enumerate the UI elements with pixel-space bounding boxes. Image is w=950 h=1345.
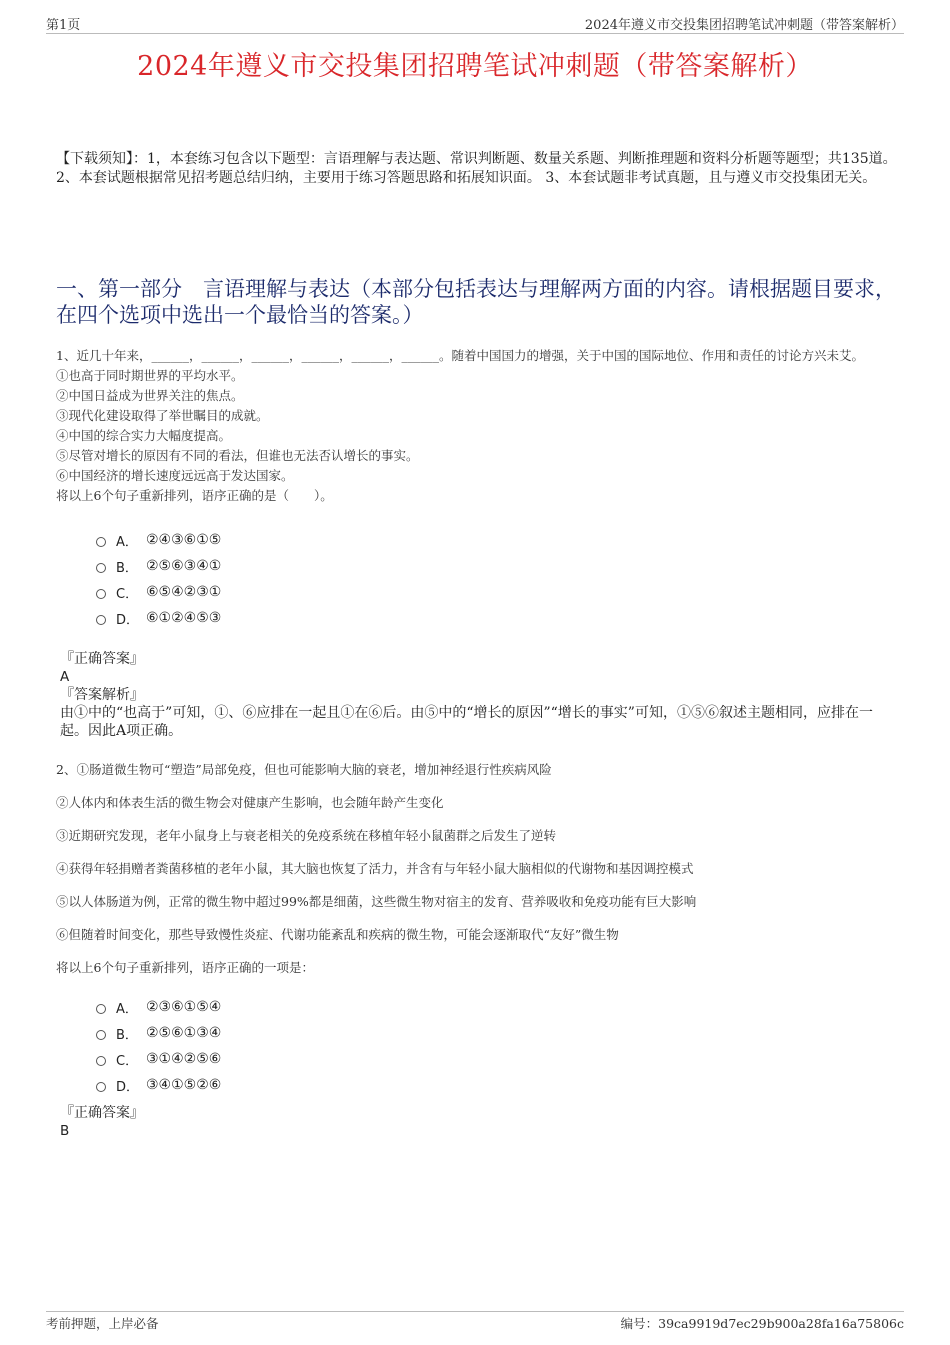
radio-icon[interactable] bbox=[96, 563, 106, 573]
document-title: 2024年遵义市交投集团招聘笔试冲刺题（带答案解析） bbox=[137, 51, 813, 82]
sentence: ⑥中国经济的增长速度远远高于发达国家。 bbox=[56, 468, 294, 483]
radio-icon[interactable] bbox=[96, 537, 106, 547]
analysis-label: 『答案解析』 bbox=[60, 687, 144, 703]
sentence: ③近期研究发现，老年小鼠身上与衰老相关的免疫系统在移植年轻小鼠菌群之后发生了逆转 bbox=[56, 828, 557, 843]
option-c[interactable] bbox=[96, 579, 221, 605]
sentence: ⑤尽管对增长的原因有不同的看法，但谁也无法否认增长的事实。 bbox=[56, 448, 419, 463]
question-1 bbox=[56, 346, 896, 506]
option-b[interactable] bbox=[96, 553, 221, 579]
correct-answer: B bbox=[60, 1123, 70, 1139]
section-heading: 一、第一部分 言语理解与表达（本部分包括表达与理解两方面的内容。请根据题目要求，在四个选项中选出一个最恰当的答案。） bbox=[56, 277, 896, 327]
option-d[interactable] bbox=[96, 605, 221, 631]
download-notice: 【下载须知】：1，本套练习包含以下题型：言语理解与表达题、常识判断题、数量关系题、判断推理题和资料分析题等题型；共135道。 2、本套试题根据常见招考题总结归纳，主要用于练习答题思路和拓展知识面。 3、本套试题非考试真题，且与遵义市交投集团无关。 bbox=[56, 151, 897, 186]
radio-icon[interactable] bbox=[96, 1004, 106, 1014]
radio-icon[interactable] bbox=[96, 1030, 106, 1040]
option-a[interactable] bbox=[96, 994, 221, 1020]
question-2-options bbox=[96, 994, 221, 1098]
sentence: ④获得年轻捐赠者粪菌移植的老年小鼠，其大脑也恢复了活力，并含有与年轻小鼠大脑相似的代谢物和基因调控模式 bbox=[56, 861, 694, 876]
running-header-title: 2024年遵义市交投集团招聘笔试冲刺题（带答案解析） bbox=[584, 18, 904, 33]
sentence: ③现代化建设取得了举世瞩目的成就。 bbox=[56, 408, 269, 423]
footer-divider bbox=[46, 1311, 904, 1312]
question-1-stem: 1、近几十年来，______，______，______，______，______，______。随着中国国力的增强，关于中国的国际地位、作用和责任的讨论方兴未艾。 bbox=[56, 348, 864, 363]
option-label: D． bbox=[116, 1079, 140, 1095]
option-d[interactable] bbox=[96, 1072, 221, 1098]
option-label: C． bbox=[116, 1053, 139, 1069]
option-text: ②⑤⑥③④① bbox=[146, 558, 222, 574]
option-text: ②⑤⑥①③④ bbox=[146, 1025, 222, 1041]
option-label: B． bbox=[116, 560, 138, 576]
question-1-options bbox=[96, 527, 221, 631]
question-2 bbox=[56, 760, 896, 978]
answer-label: 『正确答案』 bbox=[60, 651, 144, 667]
page-number: 第1页 bbox=[46, 18, 81, 33]
question-1-answer-block bbox=[60, 650, 900, 740]
sentence: ⑤以人体肠道为例，正常的微生物中超过99%都是细菌，这些微生物对宿主的发育、营养吸收和免疫功能有巨大影响 bbox=[56, 894, 697, 909]
analysis-text: 由①中的“也高于”可知，①、⑥应排在一起且①在⑥后。由⑤中的“增长的原因”“增长的事实”可知，①⑤⑥叙述主题相同，应排在一起。因此A项正确。 bbox=[60, 705, 873, 739]
answer-label: 『正确答案』 bbox=[60, 1105, 144, 1121]
radio-icon[interactable] bbox=[96, 615, 106, 625]
radio-icon[interactable] bbox=[96, 1082, 106, 1092]
radio-icon[interactable] bbox=[96, 589, 106, 599]
sentence: 2、①肠道微生物可“塑造”局部免疫，但也可能影响大脑的衰老，增加神经退行性疾病风险 bbox=[56, 762, 552, 777]
option-label: C． bbox=[116, 586, 139, 602]
option-text: ⑥⑤④②③① bbox=[146, 584, 222, 600]
option-text: ②④③⑥①⑤ bbox=[146, 532, 222, 548]
sentence: ④中国的综合实力大幅度提高。 bbox=[56, 428, 232, 443]
option-c[interactable] bbox=[96, 1046, 221, 1072]
question-2-prompt: 将以上6个句子重新排列，语序正确的一项是： bbox=[56, 960, 314, 975]
option-text: ③①④②⑤⑥ bbox=[146, 1051, 222, 1067]
option-label: A． bbox=[116, 1001, 138, 1017]
sentence: ②中国日益成为世界关注的焦点。 bbox=[56, 388, 244, 403]
radio-icon[interactable] bbox=[96, 1056, 106, 1066]
header-divider bbox=[46, 33, 904, 34]
sentence: ②人体内和体表生活的微生物会对健康产生影响，也会随年龄产生变化 bbox=[56, 795, 444, 810]
sentence: ⑥但随着时间变化，那些导致慢性炎症、代谢功能紊乱和疾病的微生物，可能会逐渐取代“友好”微生物 bbox=[56, 927, 619, 942]
document-id: 编号：39ca9919d7ec29b900a28fa16a75806c bbox=[620, 1316, 904, 1331]
option-text: ②③⑥①⑤④ bbox=[146, 999, 222, 1015]
sentence: ①也高于同时期世界的平均水平。 bbox=[56, 368, 244, 383]
correct-answer: A bbox=[60, 669, 70, 685]
option-label: B． bbox=[116, 1027, 138, 1043]
option-text: ⑥①②④⑤③ bbox=[146, 610, 222, 626]
option-text: ③④①⑤②⑥ bbox=[146, 1077, 222, 1093]
question-1-prompt: 将以上6个句子重新排列，语序正确的是（ ）。 bbox=[56, 488, 333, 503]
footer-slogan: 考前押题，上岸必备 bbox=[46, 1316, 159, 1331]
option-label: A． bbox=[116, 534, 138, 550]
option-b[interactable] bbox=[96, 1020, 221, 1046]
question-2-answer-block bbox=[60, 1104, 900, 1140]
option-a[interactable] bbox=[96, 527, 221, 553]
option-label: D． bbox=[116, 612, 140, 628]
